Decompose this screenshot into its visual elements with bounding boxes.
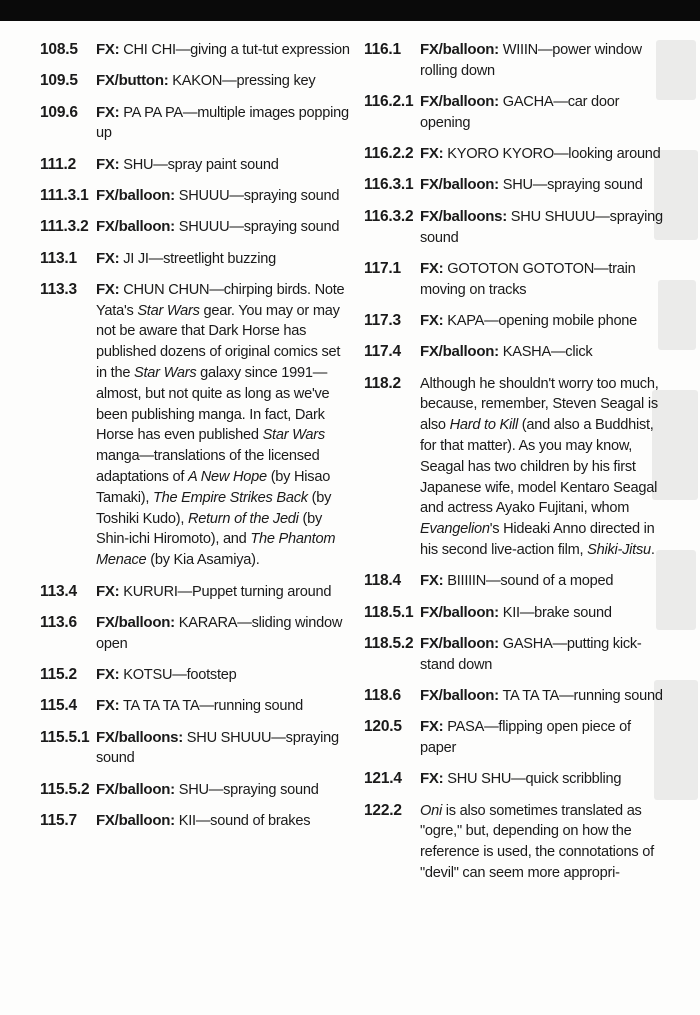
entry-number: 122.2 bbox=[364, 801, 402, 819]
entry-text: PA PA PA—multiple images popping up bbox=[96, 104, 349, 142]
glossary-entry bbox=[40, 103, 350, 145]
entry-label: FX: bbox=[96, 249, 120, 267]
glossary-entry bbox=[364, 634, 664, 676]
entry-label: FX: bbox=[420, 770, 444, 788]
glossary-entry bbox=[40, 665, 350, 686]
entry-title-italic: Star Wars bbox=[137, 302, 200, 319]
glossary-entry bbox=[364, 374, 664, 561]
entry-number: 108.5 bbox=[40, 41, 78, 58]
glossary-entry bbox=[364, 144, 664, 165]
entry-text: SHUUU—spraying sound bbox=[174, 219, 340, 236]
entry-label: FX: bbox=[420, 311, 444, 329]
entry-text: SHU SHU—quick scribbling bbox=[443, 771, 622, 788]
entry-title-italic: Star Wars bbox=[134, 365, 197, 382]
entry-text: (and also a Buddhist, for that matter). As you may know, Seagal has two children by his first Japanese wife, model Kentaro Seagal and actress Ayako Fujitani, whom bbox=[420, 417, 658, 517]
entry-label: FX: bbox=[96, 280, 120, 298]
entry-label: FX/button: bbox=[96, 72, 169, 90]
entry-text: KAPA—opening mobile phone bbox=[443, 312, 638, 329]
entry-text: SHU SHUUU—spraying sound bbox=[420, 208, 663, 246]
entry-number: 118.5.1 bbox=[364, 603, 414, 621]
entry-text: is also sometimes translated as "ogre," but, depending on how the reference is used, the connotations of "devil" can seem more appropri- bbox=[420, 802, 654, 881]
entry-label: FX: bbox=[420, 259, 444, 277]
entry-text: KOTSU—footstep bbox=[119, 666, 237, 683]
glossary-entry bbox=[364, 40, 664, 82]
glossary-entry bbox=[364, 686, 664, 707]
entry-label: FX: bbox=[96, 155, 120, 173]
entry-number: 113.3 bbox=[40, 280, 77, 298]
entry-number: 118.5.2 bbox=[364, 634, 414, 652]
scan-top-border bbox=[0, 0, 700, 21]
entry-text: (by Shin-ichi Hiromoto), and bbox=[96, 510, 322, 548]
entry-text: SHU—spray paint sound bbox=[119, 156, 279, 173]
entry-text: KURURI—Puppet turning around bbox=[119, 583, 332, 600]
entry-text: GASHA—putting kick-stand down bbox=[420, 635, 642, 673]
entry-label: FX/balloon: bbox=[420, 41, 499, 58]
glossary-entry bbox=[40, 696, 350, 717]
entry-number: 116.1 bbox=[364, 41, 401, 58]
entry-label: FX: bbox=[420, 718, 444, 736]
glossary-entry bbox=[364, 571, 664, 592]
entry-number: 117.3 bbox=[364, 311, 401, 329]
glossary-entry bbox=[40, 780, 350, 801]
entry-text: PASA—flipping open piece of paper bbox=[420, 719, 631, 757]
entry-number: 116.3.1 bbox=[364, 176, 414, 194]
entry-number: 115.5.2 bbox=[40, 780, 90, 798]
entry-number: 111.3.1 bbox=[40, 186, 89, 204]
entry-text: (by Kia Asamiya). bbox=[146, 552, 260, 569]
entry-label: FX/balloon: bbox=[420, 93, 499, 111]
entry-title-italic: The Empire Strikes Back bbox=[152, 489, 308, 506]
entry-text: CHUN CHUN—chirping birds. Note Yata's bbox=[96, 281, 345, 319]
left-column bbox=[40, 40, 350, 842]
entry-text: KARARA—sliding window open bbox=[96, 614, 343, 652]
entry-text: KYORO KYORO—looking around bbox=[443, 146, 661, 163]
entry-number: 115.7 bbox=[40, 811, 77, 829]
entry-text: KII—sound of brakes bbox=[174, 812, 311, 829]
entry-text: SHU—spraying sound bbox=[498, 177, 643, 194]
entry-title-italic: Return of the Jedi bbox=[187, 510, 299, 527]
entry-label: FX: bbox=[420, 572, 444, 590]
glossary-entry bbox=[364, 207, 664, 249]
entry-label: FX: bbox=[96, 41, 120, 58]
entry-title-italic: Shiki-Jitsu bbox=[587, 541, 651, 558]
entry-title-italic: A New Hope bbox=[188, 469, 267, 486]
entry-number: 109.5 bbox=[40, 72, 78, 90]
entry-label: FX: bbox=[96, 582, 120, 600]
entry-number: 121.4 bbox=[364, 770, 402, 788]
entry-number: 120.5 bbox=[364, 718, 402, 736]
entry-number: 116.3.2 bbox=[364, 207, 414, 225]
entry-text: (by Toshiki Kudo), bbox=[96, 489, 332, 527]
entry-label: FX/balloon: bbox=[420, 176, 499, 194]
entry-text: GOTOTON GOTOTON—train moving on tracks bbox=[420, 260, 636, 298]
entry-number: 115.2 bbox=[40, 665, 77, 683]
glossary-entry bbox=[40, 40, 350, 61]
entry-number: 117.4 bbox=[364, 343, 401, 361]
glossary-entry bbox=[364, 342, 664, 363]
entry-number: 113.6 bbox=[40, 613, 77, 631]
glossary-entry bbox=[364, 717, 664, 759]
entry-text: (by Hisao Tamaki), bbox=[96, 469, 331, 506]
entry-label: FX/balloon: bbox=[96, 811, 175, 829]
entry-number: 116.2.1 bbox=[364, 93, 414, 111]
entry-title-italic: The Phantom Menace bbox=[96, 531, 336, 569]
entry-label: FX/balloon: bbox=[420, 603, 499, 621]
entry-text: GACHA—car door opening bbox=[420, 94, 620, 131]
entry-label: FX/balloon: bbox=[96, 613, 175, 631]
entry-text: 's Hideaki Anno directed in his second live-action film, bbox=[420, 521, 655, 558]
entry-text: TA TA TA—running sound bbox=[498, 687, 663, 704]
entry-number: 113.1 bbox=[40, 249, 77, 267]
entry-text: KASHA—click bbox=[498, 344, 593, 361]
entry-text: BIIIIIN—sound of a moped bbox=[443, 573, 614, 590]
entry-label: FX/balloon: bbox=[420, 686, 499, 704]
glossary-entry bbox=[364, 175, 664, 196]
entry-number: 116.2.2 bbox=[364, 145, 414, 163]
entry-number: 111.3.2 bbox=[40, 218, 89, 236]
glossary-entry bbox=[40, 186, 350, 207]
entry-number: 115.5.1 bbox=[40, 728, 90, 746]
entry-label: FX: bbox=[96, 665, 120, 683]
entry-label: FX/balloons: bbox=[96, 728, 183, 746]
entry-number: 118.4 bbox=[364, 572, 401, 590]
glossary-entry bbox=[40, 811, 350, 832]
entry-label: FX/balloon: bbox=[96, 780, 175, 798]
entry-text: JI JI—streetlight buzzing bbox=[119, 250, 276, 267]
entry-text: Although he shouldn't worry too much, because, remember, Steven Seagal is also bbox=[420, 375, 659, 434]
entry-title-italic: Hard to Kill bbox=[449, 417, 518, 434]
entry-label: FX: bbox=[420, 145, 444, 163]
entry-label: FX: bbox=[96, 697, 120, 715]
entry-text: WIIIN—power window rolling down bbox=[420, 42, 642, 79]
glossary-entry bbox=[40, 155, 350, 176]
glossary-entry bbox=[364, 603, 664, 624]
entry-number: 118.6 bbox=[364, 686, 401, 704]
glossary-entry bbox=[364, 801, 664, 884]
glossary-entry bbox=[364, 92, 664, 134]
entry-number: 113.4 bbox=[40, 582, 77, 600]
entry-number: 117.1 bbox=[364, 259, 401, 277]
entry-number: 109.6 bbox=[40, 103, 78, 121]
entry-title-italic: Evangelion bbox=[420, 521, 490, 538]
entry-text: KII—brake sound bbox=[498, 604, 612, 621]
entry-label: FX/balloon: bbox=[96, 186, 175, 204]
entry-number: 111.2 bbox=[40, 155, 77, 173]
entry-text: CHI CHI—giving a tut-tut expression bbox=[119, 42, 350, 58]
glossary-entry bbox=[40, 217, 350, 238]
entry-text: gear. You may or may not be aware that Dark Horse has published dozens of original comics set in the bbox=[96, 302, 341, 382]
glossary-entry bbox=[364, 311, 664, 332]
glossary-entry bbox=[40, 71, 350, 92]
entry-text: SHU SHUUU—spraying sound bbox=[96, 729, 339, 767]
entry-label: FX: bbox=[96, 103, 120, 121]
glossary-entry bbox=[40, 249, 350, 270]
glossary-entry bbox=[364, 769, 664, 790]
entry-text: SHU—spraying sound bbox=[174, 781, 319, 798]
entry-text: . bbox=[650, 541, 655, 558]
right-column bbox=[364, 40, 664, 894]
entry-text: manga—translations of the licensed adaptations of bbox=[96, 448, 320, 486]
entry-title-italic: Oni bbox=[420, 802, 442, 819]
entry-label: FX/balloons: bbox=[420, 207, 507, 225]
entry-number: 118.2 bbox=[364, 374, 401, 392]
glossary-entry bbox=[40, 613, 350, 655]
entry-label: FX/balloon: bbox=[420, 343, 499, 361]
entry-text: KAKON—pressing key bbox=[168, 73, 316, 90]
entry-label: FX/balloon: bbox=[96, 218, 175, 236]
entry-label: FX/balloon: bbox=[420, 634, 499, 652]
entry-text: galaxy since 1991—almost, but not quite as long as we've been publishing manga. In fact, Dark Horse has even published bbox=[96, 365, 330, 444]
glossary-entry bbox=[364, 259, 664, 301]
entry-number: 115.4 bbox=[40, 697, 77, 715]
glossary-entry bbox=[40, 280, 350, 571]
entry-text: SHUUU—spraying sound bbox=[174, 187, 340, 204]
glossary-entry bbox=[40, 728, 350, 770]
glossary-entry bbox=[40, 582, 350, 603]
entry-text: TA TA TA TA—running sound bbox=[119, 698, 304, 715]
entry-title-italic: Star Wars bbox=[262, 427, 325, 444]
